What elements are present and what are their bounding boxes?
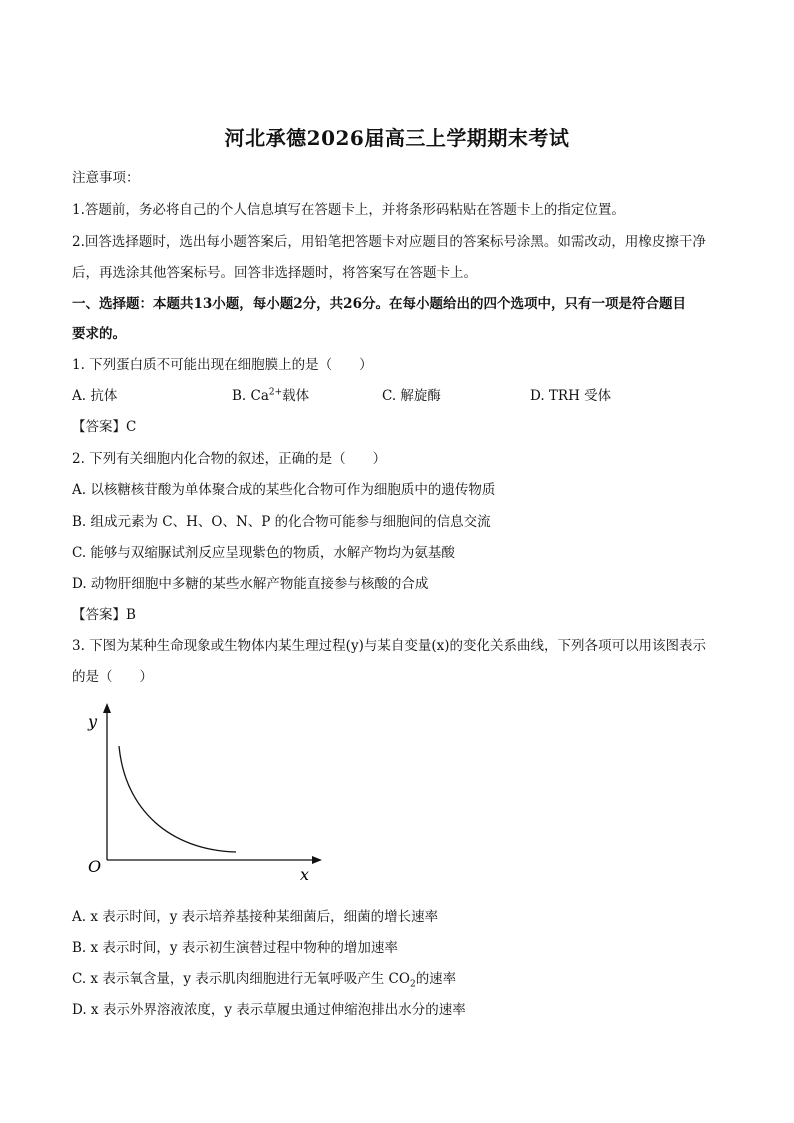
option-c-subscript: 2 [409,979,416,990]
curve-figure [80,700,340,885]
notice-item-1: 1.答题前，务必将自己的个人信息填写在答题卡上，并将条形码粘贴在答题卡上的指定位置。 [72,202,625,218]
x-axis-label: x [300,865,310,884]
question-2-option-b: B. 组成元素为 C、H、O、N、P 的化合物可能参与细胞间的信息交流 [72,514,491,530]
notice-heading: 注意事项： [72,170,140,186]
y-axis-arrow [103,703,111,713]
question-3-option-a: A. x 表示时间，y 表示培养基接种某细菌后，细菌的增长速率 [72,909,439,925]
question-3-option-b: B. x 表示时间，y 表示初生演替过程中物种的增加速率 [72,940,398,956]
origin-label: O [88,857,102,876]
section-heading-line-2: 要求的。 [72,326,126,342]
option-c-text: C. x 表示氧含量，y 表示肌肉细胞进行无氧呼吸产生 CO [72,971,410,987]
question-1-stem: 1. 下列蛋白质不可能出现在细胞膜上的是（ ） [72,357,373,373]
y-axis-label: y [88,712,98,731]
question-1-option-b [232,384,309,404]
question-1-option-d: D. TRH 受体 [530,388,612,404]
question-2-option-a: A. 以核糖核苷酸为单体聚合成的某些化合物可作为细胞质中的遗传物质 [72,482,496,498]
option-b-text: B. Ca [232,388,269,404]
x-axis-arrow [312,856,322,864]
notice-item-2-line-2: 后，再选涂其他答案标号。回答非选择题时，将答案写在答题卡上。 [72,265,477,281]
question-3-stem-line-1: 3. 下图为某种生命现象或生物体内某生理过程(y)与某自变量(x)的变化关系曲线，下列各项可以用该图表示 [72,638,706,654]
option-c-text-suffix: 的速率 [415,971,457,987]
question-2-stem: 2. 下列有关细胞内化合物的叙述，正确的是（ ） [72,451,387,467]
question-2-option-c: C. 能够与双缩脲试剂反应呈现紫色的物质，水解产物均为氨基酸 [72,545,455,561]
decay-curve [119,746,236,852]
question-1-answer: 【答案】C [72,419,137,435]
question-1-option-a: A. 抗体 [72,388,118,404]
option-b-superscript: 2+ [268,387,283,398]
page-title: 河北承德2026届高三上学期期末考试 [224,126,570,150]
question-2-option-d: D. 动物肝细胞中多糖的某些水解产物能直接参与核酸的合成 [72,576,429,592]
question-3-option-c [72,967,456,990]
section-heading-line-1: 一、选择题：本题共13小题，每小题2分，共26分。在每小题给出的四个选项中，只有一项是符合题目 [72,296,686,312]
notice-item-2-line-1: 2.回答选择题时，选出每小题答案后，用铅笔把答题卡对应题目的答案标号涂黑。如需改动，用橡皮擦干净 [72,234,706,250]
question-2-answer: 【答案】B [72,607,136,623]
option-b-text-suffix: 载体 [282,388,310,404]
question-3-option-d: D. x 表示外界溶液浓度，y 表示草履虫通过伸缩泡排出水分的速率 [72,1002,466,1018]
question-3-stem-line-2: 的是（ ） [72,669,153,685]
question-1-option-c: C. 解旋酶 [382,388,441,404]
